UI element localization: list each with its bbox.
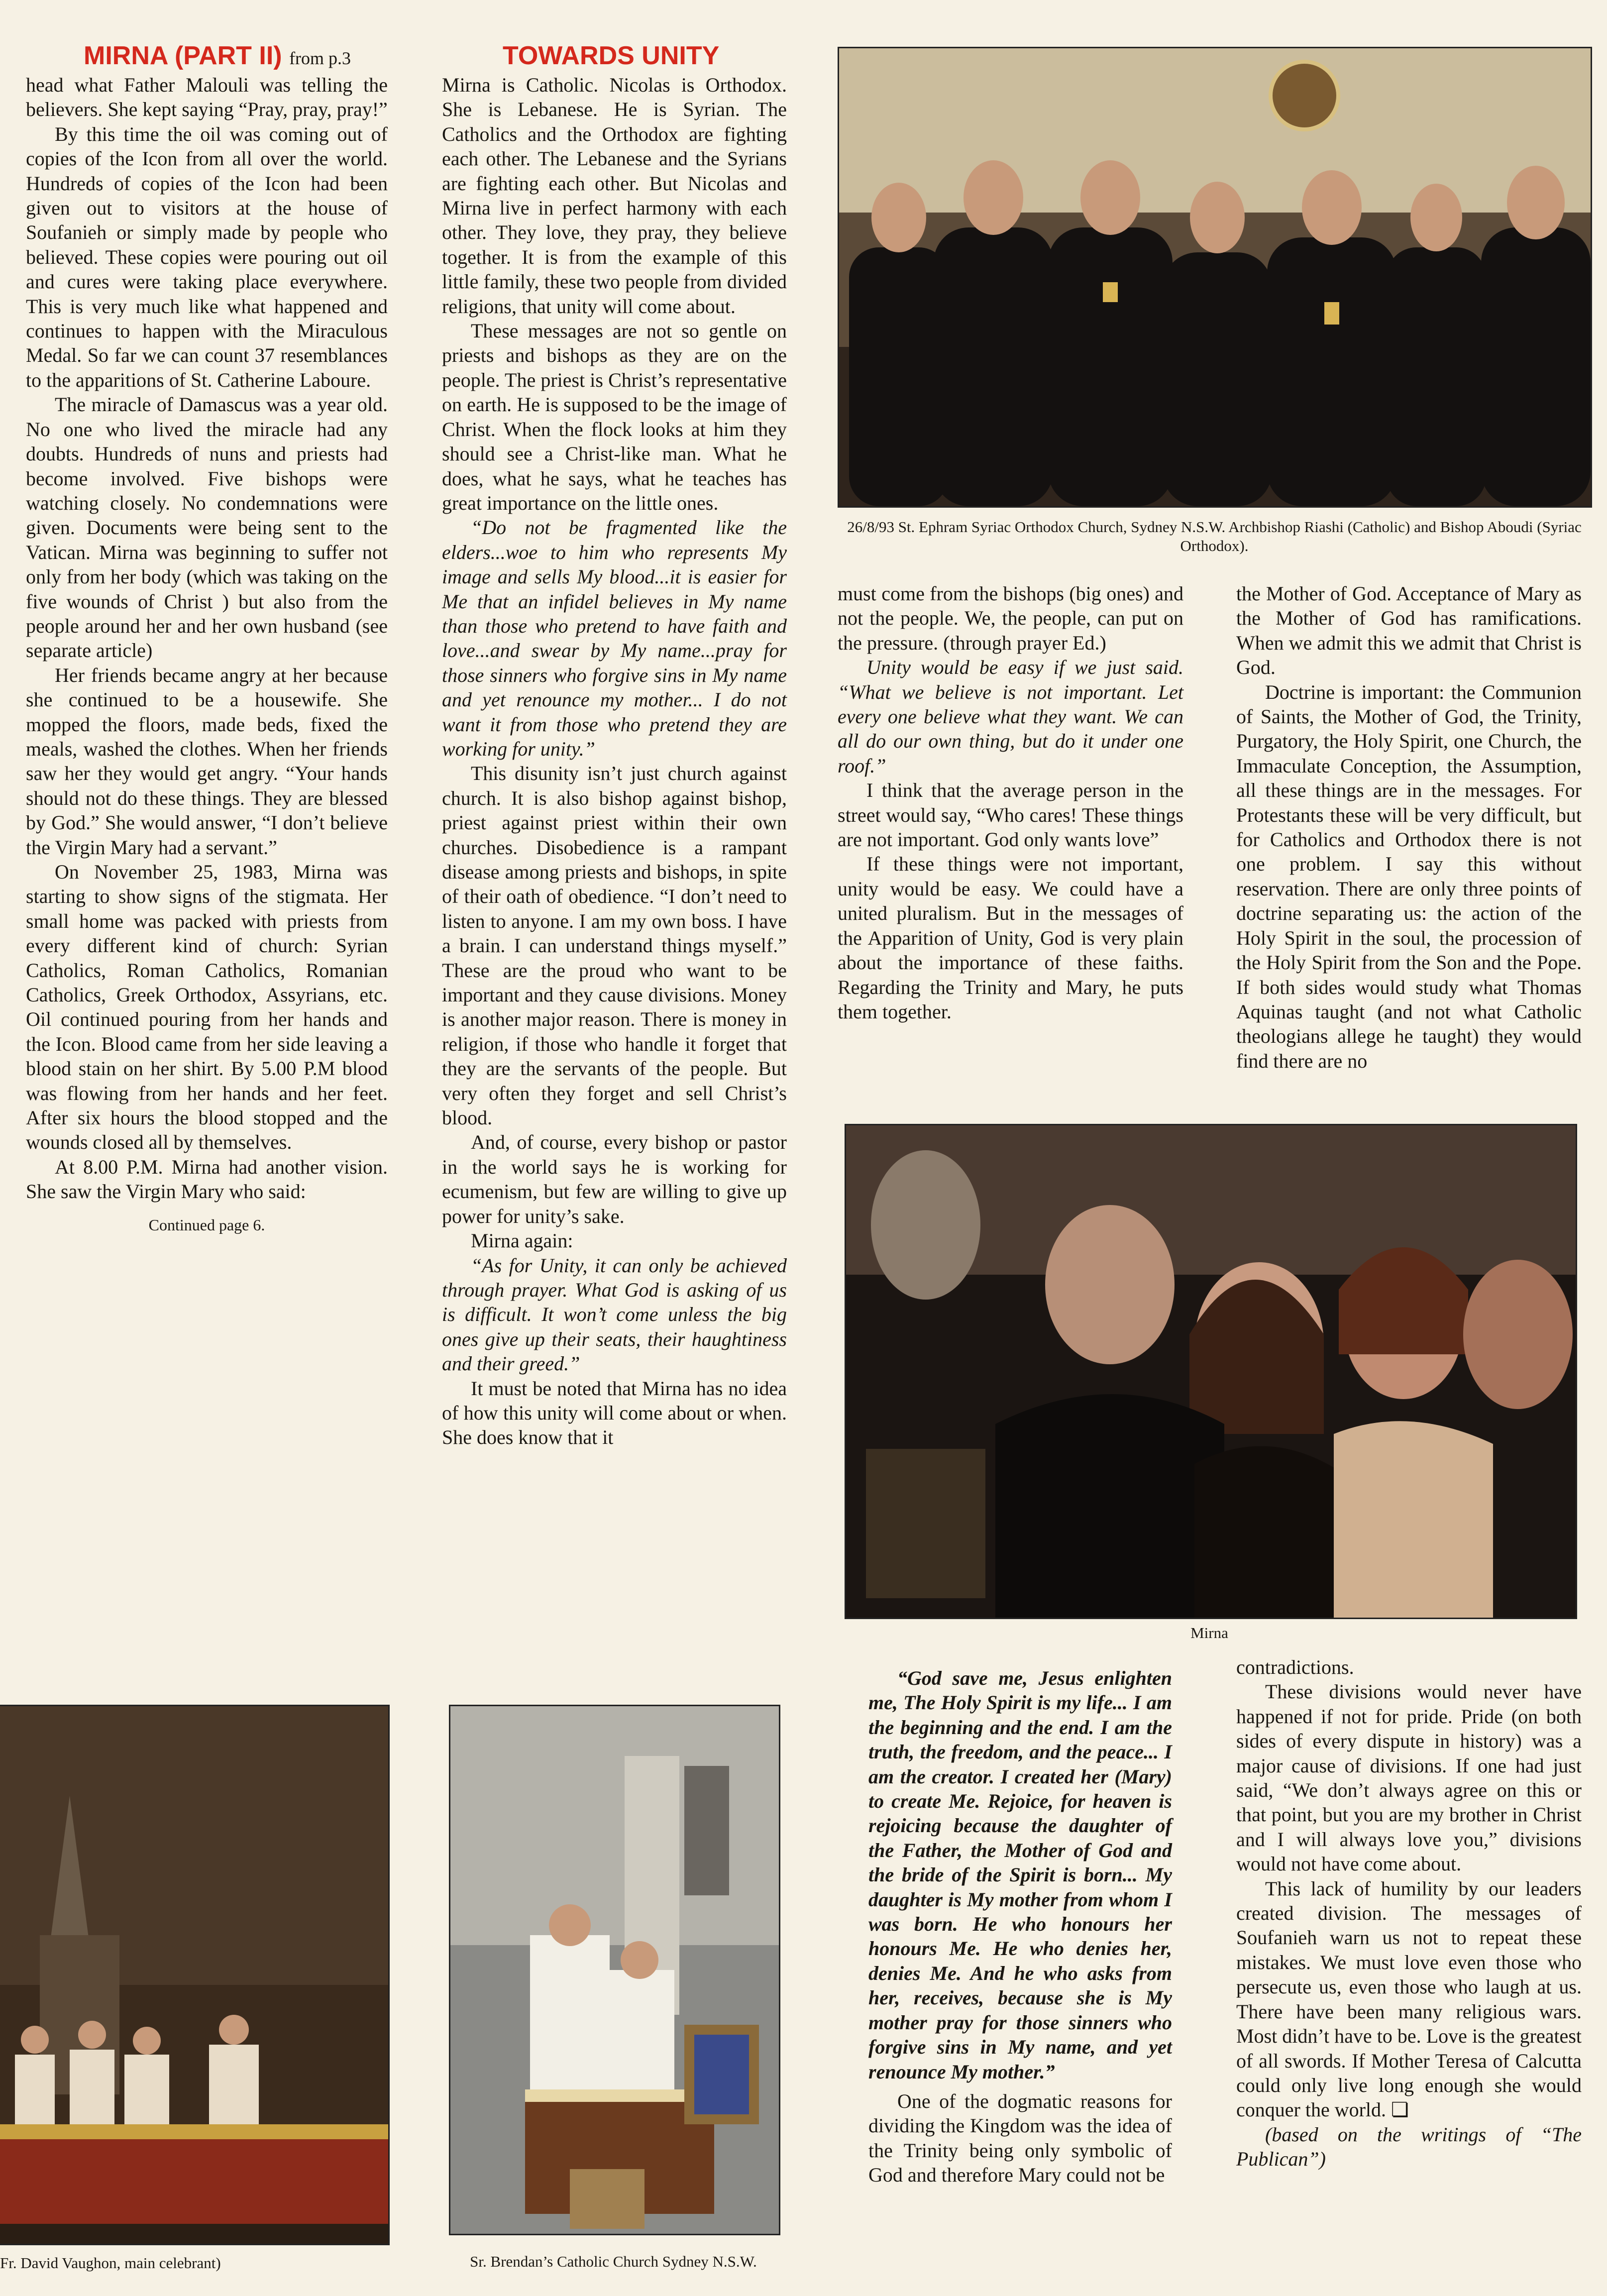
paragraph: head what Father Malouli was telling the believers. She kept saying “Pray, pray, pray!” <box>26 74 388 121</box>
unity-column-2-lower <box>868 1666 1172 2187</box>
quote: “As for Unity, it can only be achieved through prayer. What God is asking of us is difficult. It won’t come unless the big ones give up their seats, their haughtiness and their greed.” <box>442 1254 787 1375</box>
paragraph: And, of course, every bishop or pastor in the world says he is working for ecumenism, but few are willing to give up power for unity’s sake. <box>442 1131 787 1227</box>
celebrant-photo-image <box>0 1706 388 2244</box>
paragraph: contradictions. <box>1236 1656 1354 1678</box>
paragraph: The miracle of Damascus was a year old. No one who lived the miracle had any doubts. Hundreds of nuns and priests had become involved. Five bishops were watching closely. No condemnations were given. Documents were being sent to the Vatican. Mirna was beginning to suffer not only from her body (which was taking on the five wounds of Christ ) but also from the people around her and her own husband (see separate article) <box>26 393 388 662</box>
paragraph: By this time the oil was coming out of copies of the Icon from all over the world. Hundreds of copies of the Icon had been given out to visitors at the house of Soufanieh or simply made by people who believed. These copies were pouring out oil and cures were taking place everywhere. This is very much like what happened and continues to happen with the Miraculous Medal. So far we can count 37 resemblances to the apparitions of St. Catherine Laboure. <box>26 122 388 391</box>
quote: “Do not be fragmented like the elders...woe to him who represents My image and sells My blood...it is easier for Me that an infidel believes in My name than those who pretend to have faith and love...and swear by My name...pray for those sinners who forgive sins in My name and yet renounce my mother... I do not want it from those who pretend they are working for unity.” <box>442 516 787 760</box>
paragraph: These messages are not so gentle on priests and bishops as they are on the people. The priest is Christ’s representative on earth. He is supposed to be the image of Christ. When the flock looks at him they should see a Christ-like man. What he does, what he says, what he teaches has great importance on the little ones. <box>442 320 787 514</box>
mirna-heading <box>84 41 351 71</box>
unity-column-3 <box>1236 581 1582 1073</box>
paragraph: must come from the bishops (big ones) and not the people. We, the people, can put on the pressure. (through prayer Ed.) <box>838 582 1183 654</box>
celebrant-photo <box>0 1705 390 2245</box>
paragraph: the Mother of God. Acceptance of Mary as the Mother of God has ramifications. When we admit this we admit that Christ is God. <box>1236 582 1582 679</box>
paragraph: Doctrine is important: the Communion of Saints, the Mother of God, the Trinity, Purgatory, the Holy Spirit, one Church, the Immaculate Conception, the Assumption, all these things are in the messages. For Protestants these will be very difficult, but for Catholics and Orthodox there is not one problem. I say this without reservation. There are only three points of doctrine separating us: the action of the Holy Spirit in the soul, the procession of the Holy Spirit from the Son and the Pope. If both sides would study what Thomas Aquinas taught (and not what Catholic theologians allege he taught) they would find there are no <box>1236 680 1582 1072</box>
church-photo-image <box>450 1706 779 2234</box>
church-photo-caption: Sr. Brendan’s Catholic Church Sydney N.S.W. <box>470 2253 757 2270</box>
quote: Unity would be easy if we just said. “What we believe is not important. Let every one believe what they want. We can all do our own thing, but do it under one roof.” <box>838 656 1183 777</box>
mirna-photo-image <box>846 1125 1576 1618</box>
paragraph: These divisions would never have happened if not for pride. Pride (on both sides of every dispute in history) was a major cause of divisions. If one had just said, “We don’t always agree on this or that point, but you are my brother in Christ and I will always love you,” divisions would not have come about. <box>1236 1680 1582 1875</box>
mirna-photo <box>845 1124 1577 1619</box>
mirna-from: from p.3 <box>289 48 351 68</box>
unity-column-1 <box>442 73 787 1450</box>
group-photo-caption: 26/8/93 St. Ephram Syriac Orthodox Church, Sydney N.S.W. Archbishop Riashi (Catholic) and Bishop Aboudi (Syriac Orthodox). <box>847 518 1582 554</box>
paragraph: At 8.00 P.M. Mirna had another vision. She saw the Virgin Mary who said: <box>26 1155 388 1203</box>
church-photo <box>449 1705 780 2235</box>
paragraph: If these things were not important, unity would be easy. We could have a united pluralism. But in the messages of the Apparition of Unity, God is very plain about the importance of these faiths. Regarding the Trinity and Mary, he puts them together. <box>838 853 1183 1023</box>
attribution: (based on the writings of “The Publican”) <box>1236 2123 1582 2171</box>
paragraph: This lack of humility by our leaders created division. The messages of Soufanieh warn us not to repeat these mistakes. We must love even those who persecute us, even those who laugh at us. There have been many religious wars. Most didn’t have to be. Love is the greatest of all swords. If Mother Teresa of Calcutta could only live long enough she would conquer the world. ❏ <box>1236 1877 1582 2121</box>
paragraph: Her friends became angry at her because she continued to be a housewife. She mopped the floors, made beds, fixed the meals, washed the clothes. When her friends saw her they would get angry. “Your hands should not do these things. They are blessed by God.” She would answer, “I don’t believe the Virgin Mary had a servant.” <box>26 663 388 859</box>
continued-note: Continued page 6. <box>148 1215 265 1234</box>
paragraph: I think that the average person in the street would say, “Who cares! These things are not important. God only wants love” <box>838 779 1183 851</box>
unity-column-3-lower <box>1236 1655 1582 2172</box>
paragraph: Mirna again: <box>471 1229 573 1252</box>
paragraph: It must be noted that Mirna has no idea of how this unity will come about or when. She does know that it <box>442 1377 787 1449</box>
unity-column-2 <box>838 581 1183 1024</box>
celebrant-photo-caption: Fr. David Vaughon, main celebrant) <box>0 2254 221 2272</box>
mirna-column <box>26 73 388 1237</box>
paragraph: One of the dogmatic reasons for dividing the Kingdom was the idea of the Trinity being only symbolic of God and therefore Mary could not be <box>868 2089 1172 2187</box>
mirna-photo-caption: Mirna <box>1190 1624 1228 1641</box>
paragraph: Mirna is Catholic. Nicolas is Orthodox. She is Lebanese. He is Syrian. The Catholics and the Orthodox are fighting each other. The Lebanese and the Syrians are fighting each other. But Nicolas and Mirna live in perfect harmony with each other. They love, they pray, they believe together. It is from the example of this little family, these two people from divided religions, that unity will come about. <box>442 74 787 318</box>
group-photo-image <box>839 48 1591 506</box>
paragraph: This disunity isn’t just church against church. It is also bishop against bishop, priest against priest within their own churches. Disobedience is a rampant disease among priests and bishops, in spite of their oath of obedience. “I don’t need to listen to anyone. I am my own boss. I have a brain. I can understand things myself.” These are the proud who want to be important and they cause divisions. Money is another major reason. There is money in religion, if those who handle it forget that they are the servants of the people. But very often they forget and sell Christ’s blood. <box>442 762 787 1129</box>
mirna-heading-text: MIRNA (PART II) <box>84 41 282 70</box>
group-photo <box>838 47 1592 508</box>
paragraph: On November 25, 1983, Mirna was starting to show signs of the stigmata. Her small home was packed with priests from every different kind of church: Syrian Catholics, Roman Catholics, Romanian Catholics, Greek Orthodox, Assyrians, etc. Oil continued pouring from her hands and the Icon. Blood came from her side leaving a blood stain on her shirt. By 5.00 P.M blood was flowing from her hands and her feet. After six hours the blood stopped and the wounds closed all by themselves. <box>26 861 388 1154</box>
unity-heading: TOWARDS UNITY <box>503 41 720 70</box>
bold-quote: “God save me, Jesus enlighten me, The Holy Spirit is my life... I am the beginning and the end. I am the truth, the freedom, and the peace... I am the creator. I created her (Mary) to create Me. Rejoice, for heaven is rejoicing because the daughter of the Father, the Mother of God and the bride of the Spirit is born... My daughter is My mother from whom I was born. He who honours her honours Me. He who denies her, denies Me. And he who asks from her, receives, because she is My mother pray for those sinners who forgive sins in My name, and yet renounce My mother.” <box>868 1667 1172 2083</box>
